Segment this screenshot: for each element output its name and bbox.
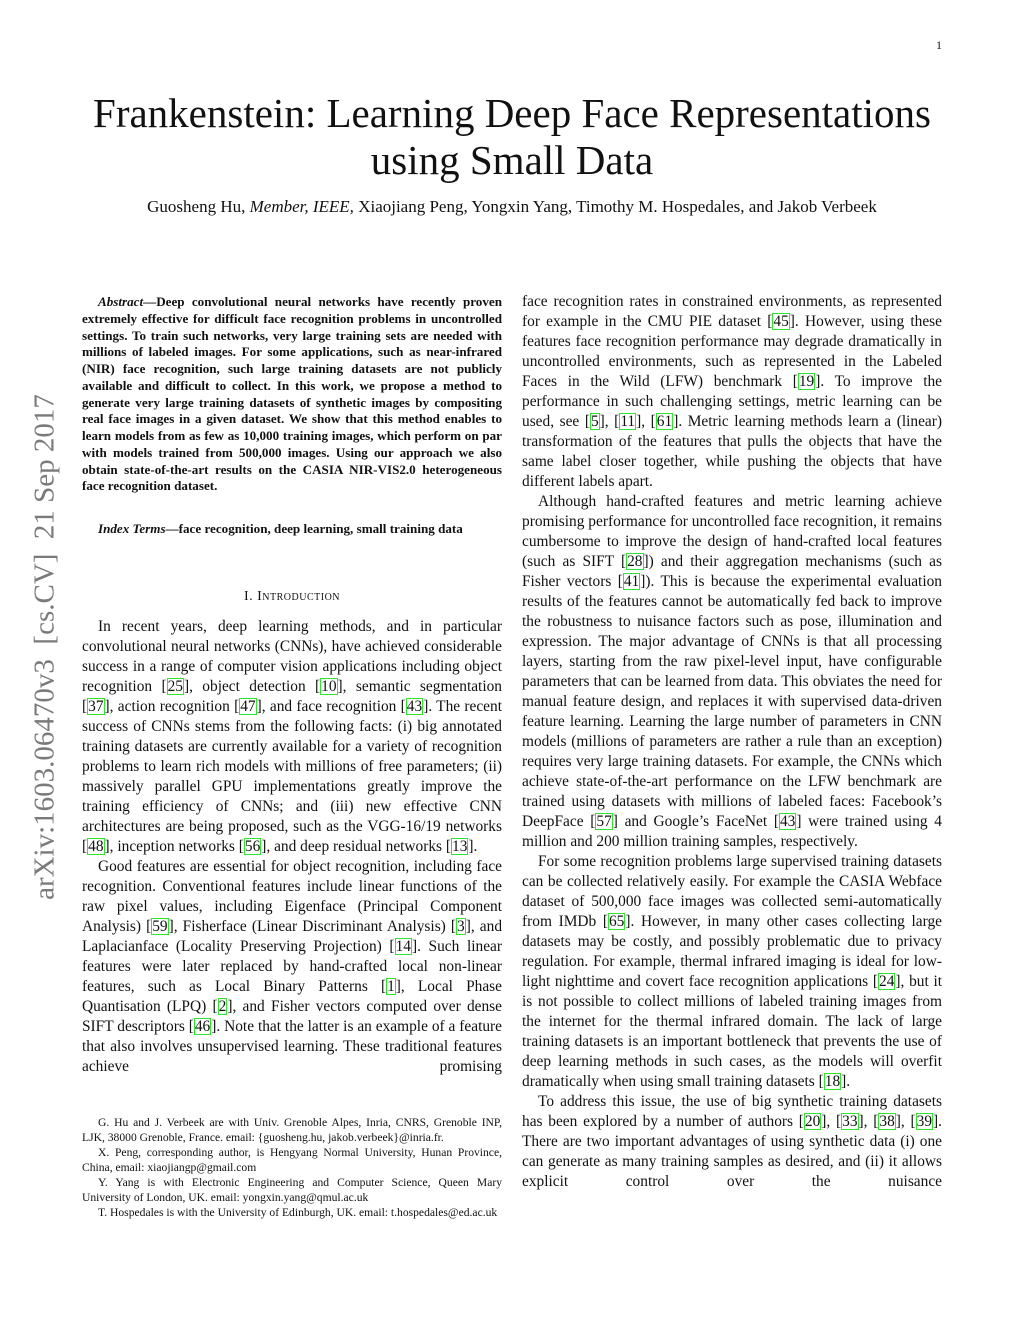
citation-link[interactable]: 56: [244, 838, 261, 855]
citation-link[interactable]: 43: [779, 813, 796, 830]
author-first: Guosheng Hu,: [147, 197, 250, 216]
citation-link[interactable]: 45: [773, 313, 789, 330]
author-rest: Xiaojiang Peng, Yongxin Yang, Timothy M. Hospedales, and Jakob Verbeek: [353, 197, 877, 216]
section-heading-introduction: [82, 589, 502, 605]
footnote: Y. Yang is with Electronic Engineering and Computer Science, Queen Mary University of London, UK. email: yongxin.yang@qmul.ac.uk: [82, 1176, 502, 1204]
right-column-body: [522, 292, 942, 1192]
index-terms-label: Index Terms: [98, 521, 166, 536]
citation-link[interactable]: 37: [88, 698, 104, 715]
citation-link[interactable]: 61: [656, 413, 673, 430]
abstract-text: —Deep convolutional neural networks have recently proven extremely effective for difficult face recognition problems in uncontrolled settings. To train such networks, very large training sets are needed with millions of labeled images. For some applications, such as near-infrared (NIR) face recognition, such large training datasets are not publicly available and difficult to collect. In this work, we propose a method to generate very large training datasets of synthetic images by compositing real face images in a given dataset. We show that this method enables to learn models from as few as 10,000 training images, which perform on par with models trained from 500,000 images. Using our approach we also obtain state-of-the-art results on the CASIA NIR-VIS2.0 heterogeneous face recognition dataset.: [82, 294, 502, 494]
citation-link[interactable]: 24: [879, 973, 895, 990]
citation-link[interactable]: 3: [457, 918, 465, 935]
footnotes: [82, 1115, 502, 1220]
citation-link[interactable]: 33: [842, 1113, 858, 1130]
title-line-1: Frankenstein: Learning Deep Face Representations: [93, 90, 931, 136]
paragraph: In recent years, deep learning methods, and in particular convolutional neural networks (CNNs), have achieved considerable success in a range of computer vision applications including object recognition [25], object detection [10], semantic segmentation [37], action recognition [47], and face recognition [43]. The recent success of CNNs stems from the following facts: (i) big annotated training datasets are currently available for a variety of recognition problems to learn rich models with millions of free parameters; (ii) massively parallel GPU implementations greatly improve the training efficiency of CNNs; and (iii) new effective CNN architectures are being proposed, such as the VGG-16/19 networks [48], inception networks [56], and deep residual networks [13].: [82, 618, 502, 855]
citation-link[interactable]: 41: [623, 573, 640, 590]
abstract-label: Abstract: [98, 294, 144, 309]
citation-link[interactable]: 18: [824, 1073, 841, 1090]
citation-link[interactable]: 10: [321, 678, 337, 695]
citation-link[interactable]: 57: [596, 813, 612, 830]
paragraph: To address this issue, the use of big synthetic training datasets has been explored by a number of authors [20], [33], [38], [39]. There are two important advantages of using synthetic data (i) one can generate as many training samples as desired, and (ii) it allows explicit control over the nuisance: [522, 1093, 943, 1190]
citation-link[interactable]: 46: [194, 1018, 211, 1035]
author-membership: Member, IEEE,: [249, 197, 354, 216]
footnote: X. Peng, corresponding author, is Hengyang Normal University, Hunan Province, China, email: xiaojiangp@gmail.com: [82, 1146, 502, 1174]
citation-link[interactable]: 28: [627, 553, 643, 570]
paper-title: [40, 90, 984, 184]
citation-link[interactable]: 13: [452, 838, 468, 855]
paragraph: face recognition rates in constrained environments, as represented for example in the CMU PIE dataset [45]. However, using these features face recognition performance may degrade dramatically in uncontrolled environments, such as represented in the Labeled Faces in the Wild (LFW) benchmark [19]. To improve the performance in such challenging settings, metric learning can be used, see [5], [11], [61]. Metric learning methods learn a (linear) transformation of the features that pulls the objects that have the same label closer together, while pushing the objects that have different labels apart.: [522, 293, 942, 490]
section-number: I.: [243, 589, 258, 604]
page-number: 1: [936, 38, 942, 52]
citation-link[interactable]: 38: [879, 1113, 895, 1130]
paragraph: Although hand-crafted features and metric learning achieve promising performance for uncontrolled face recognition, it remains cumbersome to improve the design of hand-crafted local features (such as SIFT [28]) and their aggregation mechanisms (such as Fisher vectors [41]). This is because the experimental evaluation results of the features cannot be automatically fed back to improve the robustness to nuisance factors such as pose, illumination and expression. The major advantage of CNNs is that all processing layers, starting from the raw pixel-level input, have configurable parameters that can be learned from data. This obviates the need for manual feature design, and replaces it with supervised data-driven feature learning. Learning the large number of parameters in CNN models (millions of parameters are rather a rule than an exception) requires very large training datasets. For example, the CNNs which achieve state-of-the-art performance on the LFW benchmark are trained using datasets with millions of labeled faces: Facebook’s DeepFace [57] and Google’s FaceNet [43] were trained using 4 million and 200 million training samples, respectively.: [522, 493, 943, 850]
footnote: T. Hospedales is with the University of Edinburgh, UK. email: t.hospedales@ed.ac.uk: [98, 1206, 498, 1219]
citation-link[interactable]: 65: [608, 913, 625, 930]
citation-link[interactable]: 14: [395, 938, 411, 955]
citation-link[interactable]: 20: [804, 1113, 821, 1130]
citation-link[interactable]: 43: [406, 698, 423, 715]
footnote: G. Hu and J. Verbeek are with Univ. Grenoble Alpes, Inria, CNRS, Grenoble INP, LJK, 38000 Grenoble, France. email: {guosheng.hu, jakob.verbeek}@inria.fr.: [82, 1116, 502, 1144]
citation-link[interactable]: 19: [798, 373, 815, 390]
citation-link[interactable]: 39: [916, 1113, 933, 1130]
citation-link[interactable]: 25: [167, 678, 183, 695]
citation-link[interactable]: 1: [387, 978, 395, 995]
citation-link[interactable]: 48: [88, 838, 104, 855]
abstract: [82, 294, 502, 495]
left-column-body: [82, 617, 502, 1077]
section-title: Introduction: [257, 589, 341, 604]
author-list: [40, 197, 984, 217]
citation-link[interactable]: 59: [152, 918, 168, 935]
paragraph: Good features are essential for object recognition, including face recognition. Conventional features include linear functions of the raw pixel values, including Eigenface (Principal Component Analysis) [59], Fisherface (Linear Discriminant Analysis) [3], and Laplacianface (Locality Preserving Projection) [14]. Such linear features were later replaced by hand-crafted local non-linear features, such as Local Binary Patterns [1], Local Phase Quantisation (LPQ) [2], and Fisher vectors computed over dense SIFT descriptors [46]. Note that the latter is an example of a feature that also involves unsupervised learning. These traditional features achieve promising: [82, 858, 503, 1075]
title-line-2: using Small Data: [370, 137, 654, 183]
index-terms: [82, 521, 502, 538]
citation-link[interactable]: 5: [590, 413, 599, 430]
citation-link[interactable]: 2: [218, 998, 227, 1015]
paragraph: For some recognition problems large supervised training datasets can be collected relatively easily. For example the CASIA Webface dataset of 500,000 face images was collected semi-automatically from IMDb [65]. However, in many other cases collecting large datasets may be costly, and possibly problematic due to privacy regulation. For example, thermal infrared imaging is ideal for low-light nighttime and covert face recognition applications [24], but it is not possible to collect millions of labeled training images from the internet for the thermal infrared domain. The lack of large training datasets is an important bottleneck that prevents the use of deep learning methods in such cases, as the models will overfit dramatically when using small training datasets [18].: [522, 853, 943, 1090]
citation-link[interactable]: 11: [620, 413, 636, 430]
citation-link[interactable]: 47: [240, 698, 256, 715]
index-terms-text: —face recognition, deep learning, small training data: [165, 521, 463, 536]
arxiv-identifier-stamp[interactable]: arXiv:1603.06470v3 [cs.CV] 21 Sep 2017: [28, 394, 61, 900]
